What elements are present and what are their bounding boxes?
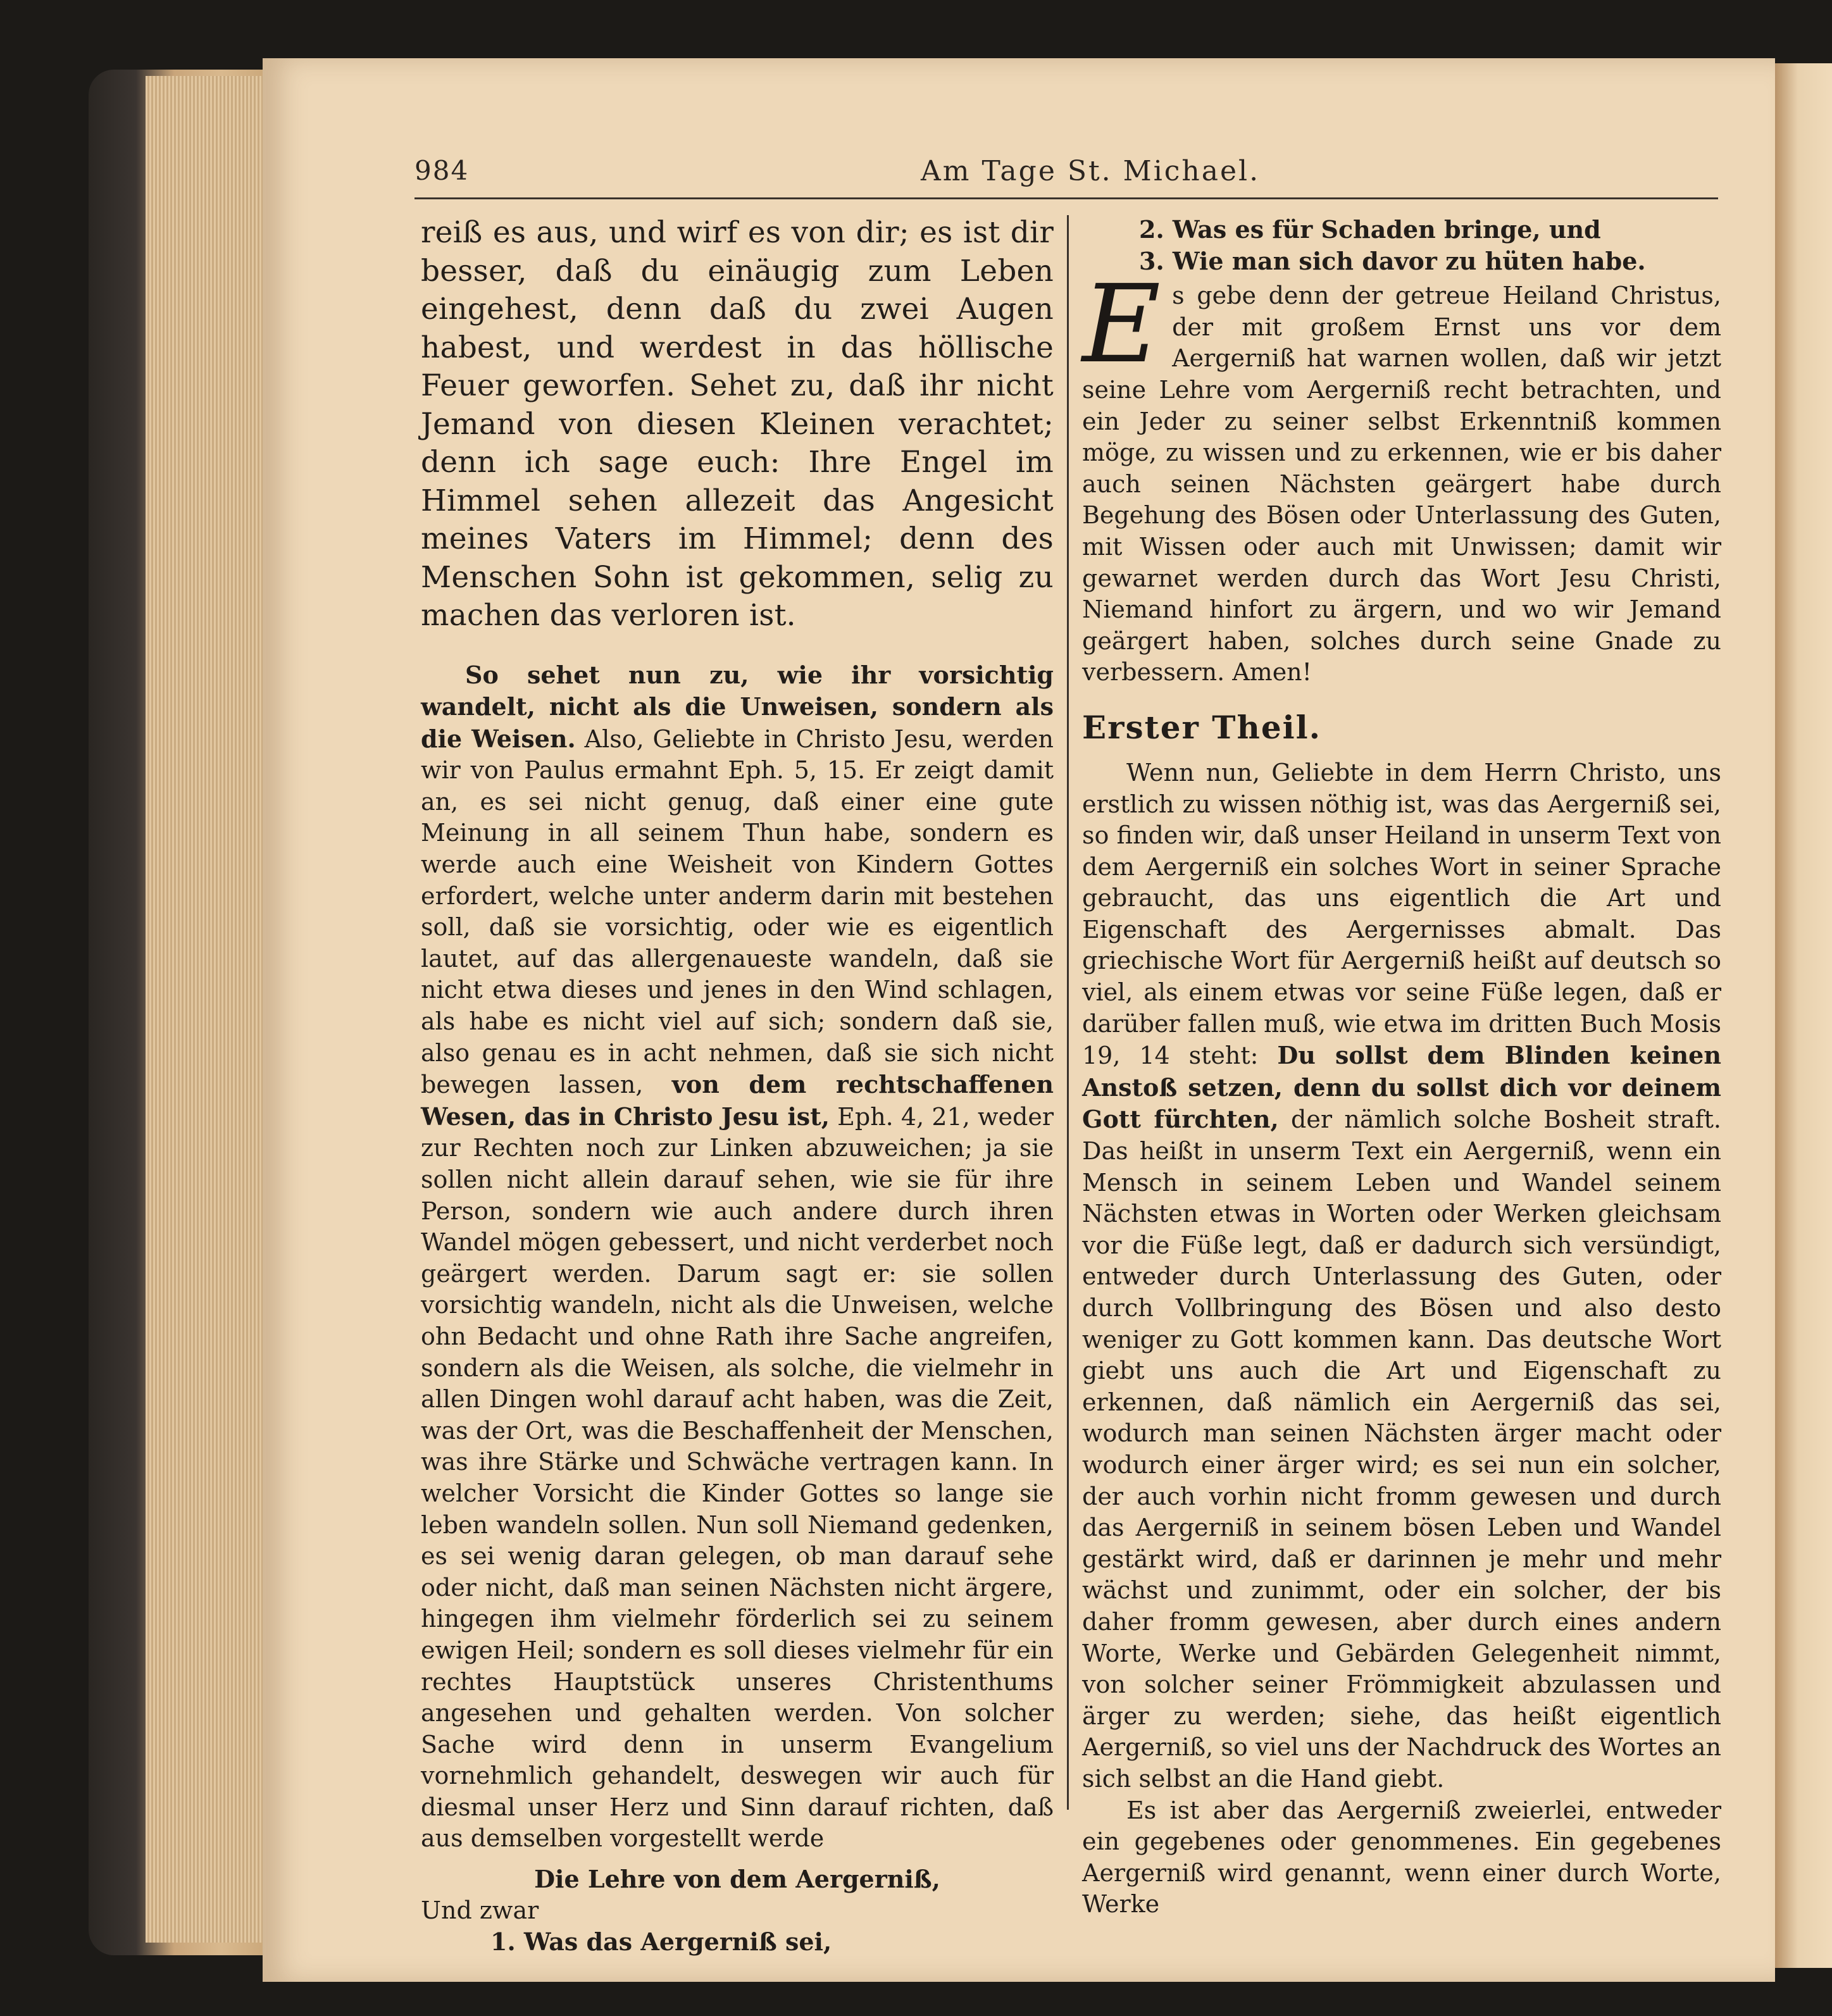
drop-cap-letter: E [1082, 262, 1161, 388]
paragraph-text-1: Also, Geliebte in Christo Jesu, werden wir von Paulus ermahnt Eph. 5, 15. Er zeigt damit an, es sei nicht genug, daß einer eine gute Meinung in all seinem Thun habe, sondern es werde auch eine Weisheit von Kindern Gottes erfordert, welche unter anderm darin mit bestehen soll, daß sie vorsichtig, oder wie es eigentlich lautet, auf das allergenaueste wandeln, daß sie nicht etwa dieses und jenes in den Wind schlagen, als habe es nicht viel auf sich; sondern daß sie, also genau es in acht nehmen, daß sie sich nicht bewegen lassen, [421, 725, 1054, 1099]
scripture-quote: reiß es aus, und wirf es von dir; es ist dir besser, daß du einäugig zum Leben eingehest, denn daß du zwei Augen habest, und werdest in das höllische Feuer geworfen. Sehet zu, daß ihr nicht Jemand von diesen Kleinen verachtet; denn ich sage euch: Ihre Engel im Himmel sehen allezeit das Angesicht meines Vaters im Himmel; denn des Menschen Sohn ist gekommen, selig zu machen das verloren ist. [421, 215, 1054, 633]
body-paragraph-right-2: Es ist aber das Aergerniß zweierlei, entweder ein gegebenes oder genommenes. Ein gegebenes Aergerniß wird genannt, wenn einer durch Worte, Werke [1082, 1796, 1721, 1919]
page-number: 984 [414, 155, 470, 186]
topic-title: Die Lehre von dem Aergerniß, [534, 1865, 940, 1894]
left-column [421, 214, 1054, 1958]
section-heading: Erster Theil. [1082, 708, 1322, 746]
header-rule [414, 197, 1718, 199]
paragraph-text-2: Eph. 4, 21, weder zur Rechten noch zur Linken abzuweichen; ja sie sollen nicht allein darauf sehen, wie sie für ihre Person, sondern wie auch andere durch ihren Wandel mögen gebessert, und nicht verderbet noch geärgert werden. Darum sagt er: sie sollen vorsichtig wandeln, nicht als die Unweisen, welche ohn Bedacht und ohne Rath ihre Sache angreifen, sondern als die Weisen, als solche, die vielmehr in allen Dingen wohl darauf acht haben, was die Zeit, was der Ort, was die Beschaffenheit der Menschen, was ihre Stärke und Schwäche vertragen kann. In welcher Vorsicht die Kinder Gottes so lange sie leben wandeln sollen. Nun soll Niemand gedenken, es sei wenig daran gelegen, ob man darauf sehe oder nicht, daß man seinen Nächsten nicht ärgere, hingegen ihm vielmehr förderlich sei zu seinem ewigen Heil; sondern es soll dieses vielmehr für ein rechtes Hauptstück unseres Christenthums angesehen und gehalten werden. Von solcher Sache wird denn in unserm Evangelium vornehmlich gehandelt, deswegen wir auch für diesmal unser Herz und Sinn darauf richten, daß aus demselben vorgestellt werde [421, 1102, 1054, 1853]
outline-point-1: 1. Was das Aergerniß sei, [490, 1927, 832, 1957]
paragraph-right-text-2: der nämlich solche Bosheit straft. Das heißt in unserm Text ein Aergerniß, wenn ein Mensch in seinem Leben und Wandel seinem Nächsten etwas in Worten oder Werken gleichsam vor die Füße legt, daß er dadurch sich versündigt, entweder durch Unterlassung des Guten, oder durch Vollbringung des Bösen und also desto weniger zu Gott kommen kann. Das deutsche Wort giebt uns auch die Art und Eigenschaft zu erkennen, daß nämlich ein Aergerniß das sei, wodurch man seinen Nächsten ärger macht oder wodurch einer ärger wird; es sei nun ein solcher, der auch vorhin nicht fromm gewesen und durch das Aergerniß in seinem bösen Leben und Wandel gestärkt wird, daß er darinnen je mehr und mehr wächst und zunimmt, oder ein solcher, der bis daher fromm gewesen, aber durch eines andern Worte, Werke und Gebärden Gelegenheit nimmt, von solcher seiner Frömmigkeit abzulassen und ärger zu werden; siehe, das heißt eigentlich Aergerniß, so viel uns der Nachdruck des Wortes an sich selbst an die Hand giebt. [1082, 1105, 1722, 1793]
body-paragraph-right-1 [1082, 757, 1721, 1795]
prayer-paragraph [1082, 262, 1721, 688]
body-paragraph-1 [421, 659, 1054, 1855]
bold-verse-3: Du sollst dem Blinden keinen Anstoß setzen, denn du sollst dich vor deinem Gott fürchten, [1082, 1041, 1721, 1134]
bold-verse-1: So sehet nun zu, wie ihr vorsichtig wandelt, nicht als die Unweisen, sondern als die Weisen. [421, 660, 1054, 753]
outline-point-2: 2. Was es für Schaden bringe, und [1139, 215, 1601, 244]
prayer-text: s gebe denn der getreue Heiland Christus, der mit großem Ernst uns vor dem Aergerniß hat warnen wollen, daß wir jetzt seine Lehre vom Aergerniß recht betrachten, und ein Jeder zu seiner selbst Erkenntniß kommen möge, zu wissen und zu erkennen, wie er bis daher auch seinen Nächsten geärgert habe durch Begehung des Bösen oder Unterlassung des Guten, mit Wissen oder auch mit Unwissen; damit wir gewarnet werden durch das Wort Jesu Christi, Niemand hinfort zu ärgern, und wo wir Jemand geärgert haben, solches durch seine Gnade zu verbessern. Amen! [1082, 282, 1721, 687]
page-header [414, 155, 1718, 193]
right-column [1082, 214, 1721, 1920]
running-title: Am Tage St. Michael. [921, 155, 1261, 187]
column-divider [1067, 215, 1069, 1810]
outline-point-3: 3. Wie man sich davor zu hüten habe. [1139, 246, 1646, 275]
und-zwar-line: Und zwar [421, 1896, 539, 1924]
page-stack-edge [146, 76, 278, 1943]
facing-page-edge [1775, 63, 1832, 1968]
paragraph-right-text-1: Wenn nun, Geliebte in dem Herrn Christo, uns erstlich zu wissen nöthig ist, was das Aergerniß sei, so finden wir, daß unser Heiland in unserm Text von dem Aergerniß ein solches Wort in seiner Sprache gebraucht, das uns eigentlich die Art und Eigenschaft des Aergernisses abmalt. Das griechische Wort für Aergerniß heißt auf deutsch so viel, als einem etwas vor seine Füße legen, daß er darüber fallen muß, wie etwa im dritten Buch Mosis 19, 14 steht: [1082, 758, 1721, 1070]
bold-verse-2: von dem rechtschaffenen Wesen, das in Christo Jesu ist, [421, 1070, 1054, 1131]
